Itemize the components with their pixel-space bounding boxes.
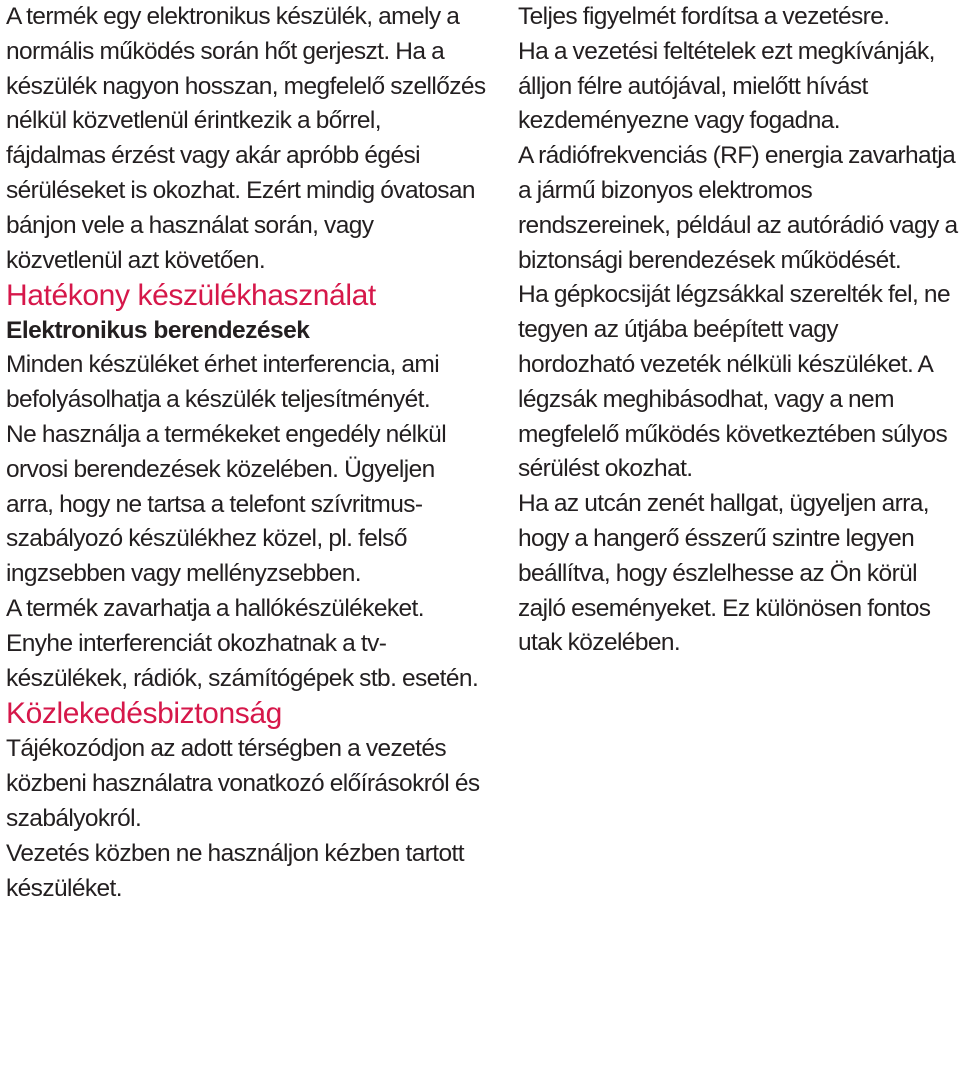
paragraph-medical-devices: Ne használja a termékeket engedély nélkül orvosi berendezések közelében. Ügyeljen arra, hogy ne tartsa a telefont szívritmus-szabályozó készülékhez közel, pl. felső ingzsebben vagy mellényzsebben. — [6, 420, 447, 588]
paragraph-minor-interference: Enyhe interferenciát okozhatnak a tv-készülékek, rádiók, számítógépek stb. esetén. — [6, 629, 479, 692]
paragraph-full-attention: Teljes figyelmét fordítsa a vezetésre. — [518, 3, 890, 30]
paragraph-pull-over: Ha a vezetési feltételek ezt megkívánják, álljon félre autójával, mielőtt hívást kezdeményezne vagy fogadna. — [518, 37, 935, 135]
paragraph-rf-energy: A rádiófrekvenciás (RF) energia zavarhatja a jármű bizonyos elektromos rendszereinek, például az autórádió vagy a biztonsági berendezések működését. — [518, 142, 958, 274]
paragraph-interference: Minden készüléket érhet interferencia, ami befolyásolhatja a készülék teljesítményét. — [6, 351, 440, 414]
paragraph-airbag: Ha gépkocsiját légzsákkal szerelték fel, ne tegyen az útjába beépített vagy hordozható vezeték nélküli készüléket. A légzsák meghibásodhat, vagy a nem megfelelő működés következtében súlyos sérülést okozhat. — [518, 281, 950, 483]
paragraph-hearing-aids: A termék zavarhatja a hallókészülékeket. — [6, 594, 424, 622]
left-column — [6, 0, 486, 906]
paragraph-no-handheld: Vezetés közben ne használjon kézben tartott készüléket. — [6, 839, 464, 902]
right-column — [518, 0, 958, 661]
paragraph-local-regulations: Tájékozódjon az adott térségben a vezetés közbeni használatra vonatkozó előírásokról és szabályokról. — [6, 735, 480, 832]
section-title-efficient-use: Hatékony készülékhasználat — [6, 279, 376, 313]
paragraph-music-volume: Ha az utcán zenét hallgat, ügyeljen arra, hogy a hangerő ésszerű szintre legyen beállítva, hogy észlelhesse az Ön körül zajló eseményeket. Ez különösen fontos utak közelében. — [518, 490, 931, 657]
subsection-title-electronic-devices: Elektronikus berendezések — [6, 317, 310, 345]
intro-paragraph: A termék egy elektronikus készülék, amely a normális működés során hőt gerjeszt. Ha a készülék nagyon hosszan, megfelelő szellőzés nélkül közvetlenül érintkezik a bőrrel, fájdalmas érzést vagy akár apróbb égési sérüléseket is okozhat. Ezért mindig óvatosan bánjon vele a használat során, vagy közvetlenül azt követően. — [6, 3, 486, 274]
section-title-traffic-safety: Közlekedésbiztonság — [6, 697, 282, 731]
